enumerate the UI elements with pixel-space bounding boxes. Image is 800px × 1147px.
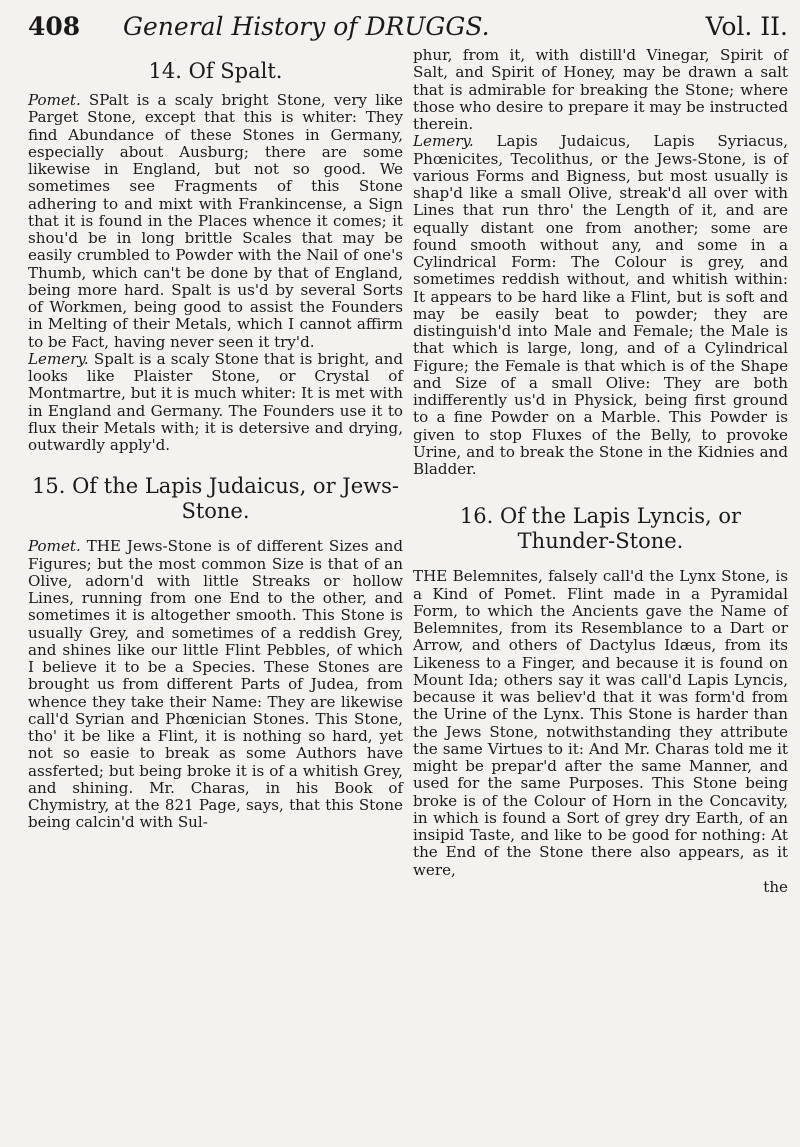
volume-label: Vol. II. bbox=[705, 12, 788, 41]
section-16-paragraph-1: THE Belemnites, falsely call'd the Lynx Stone, is a Kind of Pomet. Flint made in a Pyramidal Form, to which the Ancients gave the Name of Belemnites, from its Resemblance to a Dart or Arrow, and others of Dactylus Idæus, from its Likeness to a Finger, and because it is found on Mount Ida; others say it was call'd Lapis Lyncis, because it was believ'd that it was form'd from the Urine of the Lynx. This Stone is harder than the Jews Stone, notwithstanding they attribute the same Virtues to it: And Mr. Charas told me it might be prepar'd after the same Manner, and used for the same Purposes. This Stone being broke is of the Colour of Horn in the Concavity, in which is found a Sort of grey dry Earth, of an insipid Taste, and like to be good for nothing: At the End of the Stone there also appears, as it were, bbox=[413, 567, 788, 879]
margin-reference: Pomet. bbox=[28, 537, 81, 556]
margin-reference: Lemery. bbox=[28, 349, 89, 368]
section-14-paragraph-1 bbox=[28, 92, 403, 351]
margin-reference: Lemery. bbox=[413, 132, 474, 151]
lemery-paragraph bbox=[413, 133, 788, 478]
paragraph-continued: phur, from it, with distill'd Vinegar, Spirit of Salt, and Spirit of Honey, may be drawn a salt that is admirable for breaking the Stone; where those who desire to prepare it may be instructed therein. bbox=[413, 46, 788, 133]
section-14-title: 14. Of Spalt. bbox=[148, 59, 283, 83]
page-number: 408 bbox=[28, 12, 81, 41]
paragraph-text: SPalt is a scaly bright Stone, very like Parget Stone, except that this is whiter: They find Abundance of these Stones in Germany, especially about Ausburg; there are some likewise in England, but not so good. We sometimes see Fragments of this Stone adhering to and mixt with Frankincense, a Sign that it is found in the Places whence it comes; it shou'd be in long brittle Scales that may be easily crumbled to Powder with the Nail of one's Thumb, which can't be done by that of England, being more hard. Spalt is us'd by several Sorts of Workmen, being good to assist the Founders in Melting of their Metals, which I cannot affirm to be Fact, having never seen it try'd. bbox=[28, 91, 403, 351]
paragraph-text: Lapis Judaicus, Lapis Syriacus, Phœnicites, Tecolithus, or the Jews-Stone, is of various Forms and Bigness, but most usually is shap'd like a small Olive, streak'd all over with Lines that run thro' the Length of it, and are equally distant one from another; some are found smooth without any, and some in a Cylindrical Form: The Colour is grey, and sometimes reddish without, and whitish within: It appears to be hard like a Flint, but is soft and may be easily beat to powder; they are distinguish'd into Male and Female; the Male is that which is large, long, and of a Cylindrical Figure; the Female is that which is of the Shape and Size of a small Olive: They are both indifferently us'd in Physick, being first ground to a fine Powder on a Marble. This Powder is given to stop Fluxes of the Belly, to provoke Urine, and to break the Stone in the Kidnies and Bladder. bbox=[413, 132, 788, 478]
margin-reference: Pomet. bbox=[28, 91, 81, 109]
catchword: the bbox=[763, 877, 788, 896]
paragraph-text: Spalt is a scaly Stone that is bright, and looks like Plaister Stone, or Crystal of Montmartre, but it is much whiter: It is met with in England and Germany. The Founders use it to flux their Metals with; it is detersive and drying, outwardly apply'd. bbox=[28, 349, 403, 454]
right-column bbox=[413, 47, 788, 896]
section-15-paragraph-1 bbox=[28, 538, 403, 831]
section-15-title: 15. Of the Lapis Judaicus, or Jews-Stone. bbox=[32, 474, 399, 524]
section-14-paragraph-2 bbox=[28, 351, 403, 455]
left-column bbox=[28, 47, 403, 832]
paragraph-text: THE Jews-Stone is of different Sizes and Figures; but the most common Size is that of an Olive, adorn'd with little Streaks or hollow Lines, running from one End to the other, and sometimes it is altogether smooth. This Stone is usually Grey, and sometimes of a reddish Grey, and shines like our little Flint Pebbles, of which I believe it to be a Species. These Stones are brought us from different Parts of Judea, from whence they take their Name: They are likewise call'd Syrian and Phœnician Stones. This Stone, tho' it be like a Flint, it is nothing so hard, yet not so easie to break as some Authors have assferted; but being broke it is of a whitish Grey, and shining. Mr. Charas, in his Book of Chymistry, at the 821 Page, says, that this Stone being calcin'd with Sul- bbox=[28, 537, 403, 832]
section-16-title: 16. Of the Lapis Lyncis, or Thunder-Stone. bbox=[459, 504, 742, 554]
running-title: General History of DRUGGS. bbox=[123, 12, 490, 41]
